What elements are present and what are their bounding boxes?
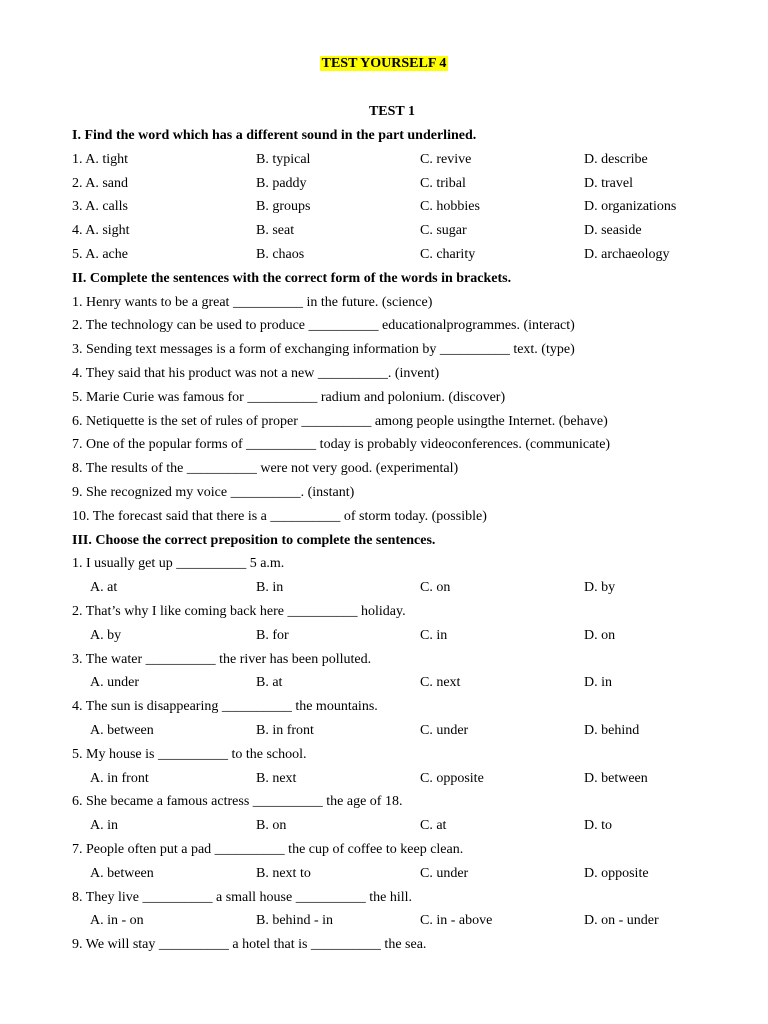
section-3-heading: III. Choose the correct preposition to complete the sentences. <box>72 532 436 548</box>
preposition-option: D. on - under <box>584 913 659 929</box>
pronunciation-row <box>72 195 732 219</box>
preposition-option: C. opposite <box>420 770 484 786</box>
preposition-option: B. next to <box>256 865 311 881</box>
preposition-option: C. next <box>420 675 461 691</box>
document-content <box>72 124 732 957</box>
preposition-option: A. by <box>90 627 122 643</box>
pronunciation-row <box>72 219 732 243</box>
document-title <box>0 54 768 74</box>
preposition-options-row <box>72 909 732 933</box>
preposition-option: B. behind - in <box>256 913 333 929</box>
preposition-option: C. under <box>420 865 469 881</box>
word-form-question: 10. The forecast said that there is a __________ of storm today. (possible) <box>72 508 487 524</box>
preposition-option: B. in front <box>256 722 314 738</box>
preposition-option: C. under <box>420 722 469 738</box>
preposition-option: D. in <box>584 675 612 691</box>
pronunciation-option: D. describe <box>584 151 648 167</box>
word-form-question: 5. Marie Curie was famous for __________ radium and polonium. (discover) <box>72 389 506 405</box>
word-form-question: 1. Henry wants to be a great __________ in the future. (science) <box>72 294 433 310</box>
preposition-option: D. behind <box>584 722 640 738</box>
word-form-question: 8. The results of the __________ were not very good. (experimental) <box>72 461 459 477</box>
preposition-question: 2. That’s why I like coming back here __________ holiday. <box>72 603 406 619</box>
preposition-options-row <box>72 576 732 600</box>
pronunciation-row <box>72 148 732 172</box>
pronunciation-option: 4. A. sight <box>72 223 130 239</box>
pronunciation-option: B. typical <box>256 151 311 167</box>
preposition-option: B. on <box>256 818 287 834</box>
word-form-question: 7. One of the popular forms of __________ today is probably videoconferences. (communicate) <box>72 437 611 453</box>
preposition-question: 8. They live __________ a small house __________ the hill. <box>72 889 412 905</box>
preposition-options-row <box>72 767 732 791</box>
preposition-option: A. between <box>90 865 154 881</box>
pronunciation-option: B. paddy <box>256 175 307 191</box>
preposition-options-row <box>72 814 732 838</box>
preposition-option: D. to <box>584 818 612 834</box>
preposition-option: A. under <box>90 675 139 691</box>
pronunciation-option: C. sugar <box>420 223 467 239</box>
pronunciation-option: 3. A. calls <box>72 199 128 215</box>
preposition-option: A. in - on <box>90 913 144 929</box>
pronunciation-row <box>72 172 732 196</box>
preposition-option: D. by <box>584 580 616 596</box>
preposition-option: B. at <box>256 675 283 691</box>
preposition-option: D. opposite <box>584 865 649 881</box>
test-label: TEST 1 <box>368 104 416 119</box>
preposition-option: A. in front <box>90 770 149 786</box>
preposition-options-row <box>72 862 732 886</box>
preposition-option: B. for <box>256 627 289 643</box>
preposition-option: C. at <box>420 818 447 834</box>
pronunciation-option: C. hobbies <box>420 199 480 215</box>
preposition-options-row <box>72 671 732 695</box>
pronunciation-option: D. seaside <box>584 223 642 239</box>
preposition-option: B. in <box>256 580 284 596</box>
section-2-heading: II. Complete the sentences with the correct form of the words in brackets. <box>72 270 512 286</box>
word-form-question: 4. They said that his product was not a new __________. (invent) <box>72 365 440 381</box>
pronunciation-option: B. seat <box>256 223 295 239</box>
preposition-option: D. between <box>584 770 648 786</box>
preposition-question: 4. The sun is disappearing __________ the mountains. <box>72 699 378 715</box>
preposition-question: 1. I usually get up __________ 5 a.m. <box>72 556 285 572</box>
preposition-option: A. between <box>90 722 154 738</box>
section-1-heading: I. Find the word which has a different sound in the part underlined. <box>72 128 477 143</box>
pronunciation-option: B. chaos <box>256 246 305 262</box>
pronunciation-option: B. groups <box>256 199 311 215</box>
pronunciation-option: 2. A. sand <box>72 175 128 191</box>
preposition-question: 7. People often put a pad __________ the cup of coffee to keep clean. <box>72 841 464 857</box>
preposition-option: C. in <box>420 627 448 643</box>
pronunciation-option: C. charity <box>420 246 476 262</box>
preposition-options-row <box>72 719 732 743</box>
preposition-option: A. at <box>90 580 118 596</box>
pronunciation-option: D. organizations <box>584 199 677 215</box>
preposition-option: C. on <box>420 580 451 596</box>
word-form-question: 6. Netiquette is the set of rules of proper __________ among people usingthe Internet. (behave) <box>72 413 608 429</box>
pronunciation-option: 5. A. ache <box>72 246 128 262</box>
word-form-question: 9. She recognized my voice __________. (instant) <box>72 484 355 500</box>
pronunciation-option: C. revive <box>420 151 472 167</box>
preposition-option: D. on <box>584 627 616 643</box>
pronunciation-option: C. tribal <box>420 175 466 191</box>
preposition-question: 6. She became a famous actress __________ the age of 18. <box>72 794 403 810</box>
preposition-question: 5. My house is __________ to the school. <box>72 746 307 762</box>
pronunciation-option: D. travel <box>584 175 633 191</box>
preposition-option: A. in <box>90 818 118 834</box>
title-highlight: TEST YOURSELF 4 <box>321 56 447 71</box>
preposition-option: C. in - above <box>420 913 493 929</box>
preposition-options-row <box>72 624 732 648</box>
preposition-option: B. next <box>256 770 297 786</box>
word-form-question: 3. Sending text messages is a form of exchanging information by __________ text. (type) <box>72 342 575 358</box>
preposition-question: 9. We will stay __________ a hotel that is __________ the sea. <box>72 937 427 953</box>
pronunciation-option: D. archaeology <box>584 246 670 262</box>
pronunciation-option: 1. A. tight <box>72 151 129 167</box>
pronunciation-row <box>72 243 732 267</box>
word-form-question: 2. The technology can be used to produce __________ educationalprogrammes. (interact) <box>72 318 575 334</box>
preposition-question: 3. The water __________ the river has been polluted. <box>72 651 372 667</box>
